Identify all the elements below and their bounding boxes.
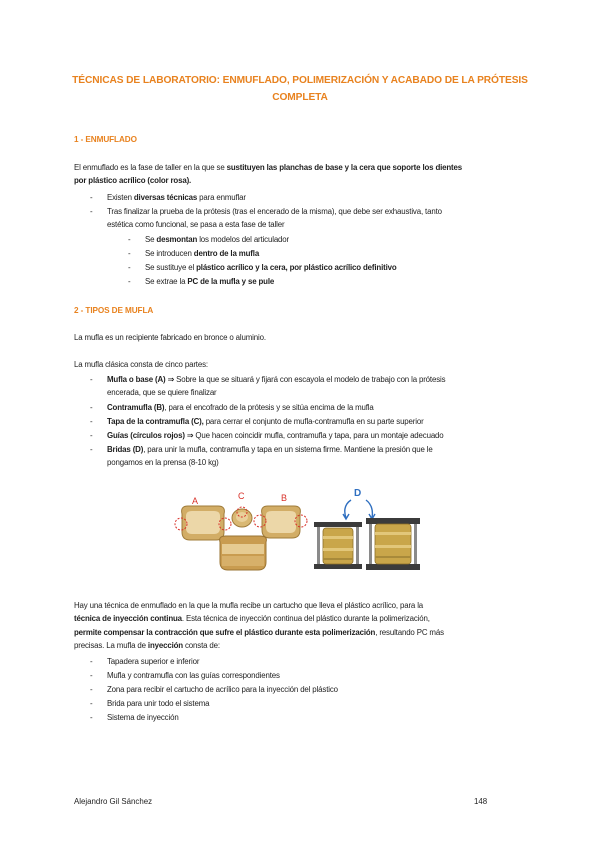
section-1-heading: 1 - ENMUFLADO xyxy=(74,135,137,144)
flask-press-right xyxy=(366,518,420,570)
flask-assembled-body xyxy=(220,536,267,570)
paragraph: La mufla es un recipiente fabricado en bronce o aluminio. xyxy=(74,333,266,342)
flask-parts-figure xyxy=(168,484,428,574)
injection-paragraph: Hay una técnica de enmuflado en la que la mufla recibe un cartucho que lleva el plástico acrílico, para la técnica de inyección continua. Esta técnica de inyección continua del plástico durante la polimerización, permite compensar la contracción que sufre el plástico durante esta polimerización, resultando PC más precisas. La mufla de inyección consta de: xyxy=(74,601,444,651)
footer-author: Alejandro Gil Sánchez xyxy=(74,797,153,806)
flask-counter-b xyxy=(262,506,301,538)
paragraph: La mufla clásica consta de cinco partes: xyxy=(74,360,208,369)
label-b: B xyxy=(281,493,288,503)
section-2-heading: 2 - TIPOS DE MUFLA xyxy=(74,306,154,315)
label-d: D xyxy=(354,488,362,499)
bridle-arrows xyxy=(343,500,375,519)
page-title-line-2: COMPLETA xyxy=(272,92,328,103)
document-page: TÉCNICAS DE LABORATORIO: ENMUFLADO, POLIMERIZACIÓN Y ACABADO DE LA PRÓTESIS COMPLETA 1 - ENMUFLADO El enmuflado es la fase de taller en la que se sustituyen las planchas de base y la cera que soporte los dientes por plástico acrílico (color rosa). - Existen diversas técnicas para enmuflar - Tras finalizar la prueba de la prótesis (tras el encerado de la misma), que debe ser exhaustiva, tanto estética como funcional, se pasa a esta fase de taller - Se desmontan los modelos del articulador - Se introducen dentro de la mufla - Se sustituye el plástico acrílico y la cera, por plástico acrílico definitivo - Se extrae la PC de la mufla y se pule 2 - TIPOS DE MUFLA La mufla es un recipiente fabricado en bronce o aluminio. La mufla clásica consta de cinco partes: - Mufla o base (A) ⇒ Sobre la que se situará y fijará con escayola el modelo de trabajo con la prótesis encerada, que se quiere finalizar - Contramufla (B), para el encofrado de la prótesis y se sitúa encima de la mufla - Tapa de la contramufla (C), para cerrar el conjunto de mufla-contramufla en su parte superior - Guías (círculos rojos) ⇒ Que hacen coincidir mufla, contramufla y tapa, para un montaje adecuado - Bridas (D), para unir la mufla, contramufla y tapa en un sistema firme. Mantiene la presión que le pongamos en la prensa (8-10 kg) A C B D Hay una técnica de enmuflado en la que la mufla recibe un cartucho que lleva el plástico acrílico, para la técnica de inyección continua. Esta técnica de inyección continua del plástico durante la polimerización, permite compensar la contracción que sufre el plástico durante esta polimerización, resultando PC más precisas. La mufla de inyección consta de: - Tapadera superior e inferior - Mufla y contramufla con las guías correspondientes - Zona para recibir el cartucho de acrílico para la inyección del plástico - Brida para unir todo el sistema - Sistema de inyección Alejandro Gil Sánchez 148 xyxy=(0,0,600,848)
flask-press-left xyxy=(314,522,362,569)
page-title-line-1: TÉCNICAS DE LABORATORIO: ENMUFLADO, POLIMERIZACIÓN Y ACABADO DE LA PRÓTESIS xyxy=(72,75,528,86)
label-a: A xyxy=(192,496,199,506)
footer-page-number: 148 xyxy=(474,797,488,806)
section-1-intro: El enmuflado es la fase de taller en la que se sustituyen las planchas de base y la cera que soporte los dientes por plástico acrílico (color rosa). xyxy=(74,163,463,186)
flask-base-a xyxy=(182,506,225,540)
label-c: C xyxy=(238,491,245,501)
page-title xyxy=(60,72,540,106)
flask-lid-c xyxy=(232,509,252,527)
